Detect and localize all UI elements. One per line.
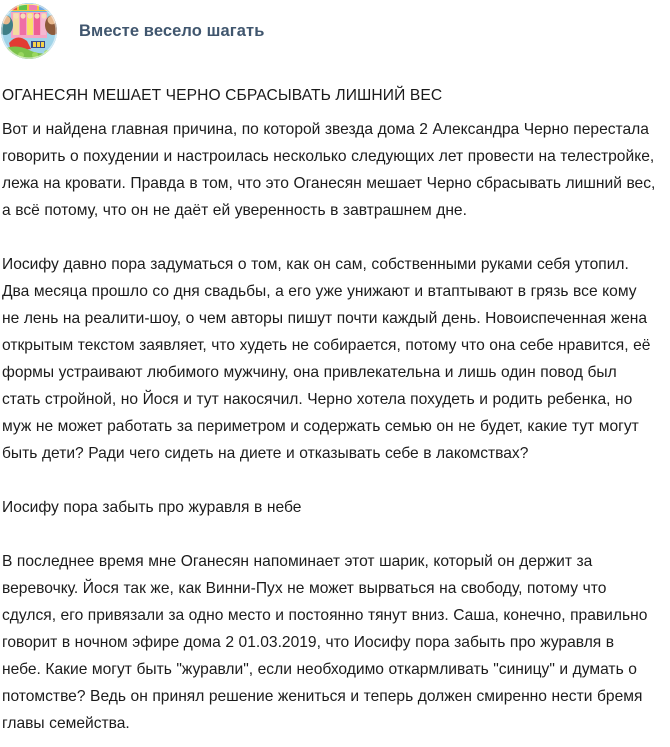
article-paragraph: В последнее время мне Оганесян напоминает этот шарик, который он держит за веревочку. Йося так же, как Винни-Пух не может вырваться на свободу, потому что сдулся, его привязали за одно место и постоянно тянут вниз. Саша, конечно, правильно говорит в ночном эфире дома 2 01.03.2019, что Иосифу пора забыть про журавля в небе. Какие могут быть "журавли", если необходимо откармливать "синицу" и думать о потомстве? Ведь он принял решение жениться и теперь должен смиренно нести бремя главы семейства.: [2, 553, 648, 732]
article-subheading: Иосифу пора забыть про журавля в небе: [2, 499, 302, 516]
article-content: [0, 86, 670, 737]
article-paragraph: Иосифу давно пора задуматься о том, как он сам, собственными руками себя утопил. Два месяца прошло со дня свадьбы, а его уже унижают и втаптывают в грязь все кому не лень на реалити-шоу, о чем авторы пишут почти каждый день. Новоиспеченная жена открытым текстом заявляет, что худеть не собирается, потому что она себе нравится, её формы устраивают любимого мужчину, она привлекательна и лишь один повод был стать стройной, но Йося и тут накосячил. Черно хотела похудеть и родить ребенка, но муж не может работать за периметром и содержать семью он не будет, какие тут могут быть дети? Ради чего сидеть на диете и отказывать себе в лакомствах?: [2, 256, 651, 462]
article-body: [2, 116, 656, 737]
community-photo-avatar-icon[interactable]: [1, 3, 57, 59]
community-header: [0, 0, 670, 60]
article-paragraph: Вот и найдена главная причина, по которой звезда дома 2 Александра Черно перестала говорить о похудении и настроилась несколько следующих лет провести на телестройке, лежа на кровати. Правда в том, что это Оганесян мешает Черно сбрасывать лишний вес, а всё потому, что он не даёт ей уверенность в завтрашнем дне.: [2, 121, 656, 219]
article-headline: ОГАНЕСЯН МЕШАЕТ ЧЕРНО СБРАСЫВАТЬ ЛИШНИЙ ВЕС: [2, 87, 443, 104]
community-name[interactable]: Вместе весело шагать: [79, 21, 265, 40]
